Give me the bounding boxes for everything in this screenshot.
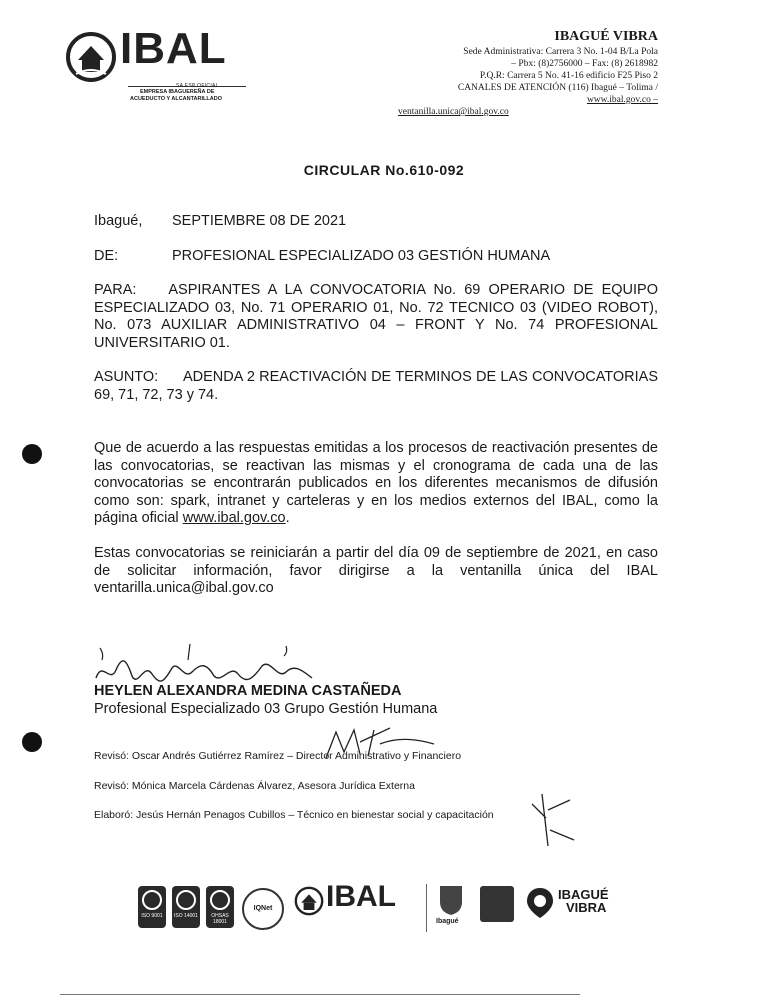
body-paragraph-1 xyxy=(94,440,658,528)
body1-text: Que de acuerdo a las respuestas emitidas a los procesos de reactivación presentes de las convocatorias, se reactivan las mismas y el cronograma de cada una de las convocatorias se encontrarán publicados en los diferentes mecanismos de difusión como son: spark, intranet y carteleras y en los medios externos del IBAL, como la página oficial xyxy=(94,440,658,527)
review-line-1: Revisó: Oscar Andrés Gutiérrez Ramírez – Director Administrativo y Financiero xyxy=(94,750,462,762)
header-brand: IBAGUÉ VIBRA xyxy=(554,29,658,44)
subject-block xyxy=(94,369,658,404)
to-value: ASPIRANTES A LA CONVOCATORIA No. 69 OPERARIO DE EQUIPO ESPECIALIZADO 03, No. 71 OPERARIO 01, No. 72 TECNICO 03 (VIDEO ROBOT), No. 073 AUXILIAR ADMINISTRATIVO 04 – FRONT Y No. 74 PROFESIONAL UNIVERSITARIO 01. xyxy=(94,282,658,351)
to-label: PARA: xyxy=(94,282,137,298)
signer-role: Profesional Especializado 03 Grupo Gestión Humana xyxy=(94,701,438,717)
review-line-3: Elaboró: Jesús Hernán Penagos Cubillos – Técnico en bienestar social y capacitación xyxy=(94,809,494,821)
city-shield-icon xyxy=(438,884,464,916)
certification-badge xyxy=(206,886,234,928)
footer xyxy=(130,880,650,940)
body-paragraph-2: Estas convocatorias se reiniciarán a partir del día 09 de septiembre de 2021, en caso de solicitar información, favor dirigirse a la ventanilla única del IBAL ventarilla.unica@ibal.gov.co xyxy=(94,545,658,597)
contact-email-link[interactable]: ventanilla.unica@ibal.gov.co xyxy=(398,107,509,117)
date-row xyxy=(94,213,142,230)
ibal-emblem-icon xyxy=(66,30,116,84)
logo-tagline-line2: ACUEDUCTO Y ALCANTARILLADO xyxy=(130,96,222,102)
certification-badge xyxy=(172,886,200,928)
ibal-logo xyxy=(66,24,246,102)
hole-punch-mark xyxy=(22,444,42,464)
city-program-badge xyxy=(480,886,514,922)
hole-punch-mark xyxy=(22,732,42,752)
city-label: Ibagué, xyxy=(94,213,143,229)
badge-label-3: OHSAS 18001 xyxy=(211,913,229,925)
header-contact xyxy=(358,28,658,106)
logo-tagline-top: SA ESP OFICIAL xyxy=(176,83,219,89)
footer-rule xyxy=(60,994,580,995)
from-label: DE: xyxy=(94,248,119,264)
location-pin-icon xyxy=(524,886,556,920)
date-value: SEPTIEMBRE 08 DE 2021 xyxy=(172,213,347,229)
subject-label: ASUNTO: xyxy=(94,369,159,385)
body1-end: . xyxy=(285,510,290,527)
ibague-vibra-logo xyxy=(558,888,609,914)
badge-label-1: ISO 9001 xyxy=(141,913,163,919)
contact-website-link[interactable]: www.ibal.gov.co – xyxy=(586,95,658,105)
city-seal-label: Ibagué xyxy=(436,918,459,925)
contact-line-4: CANALES DE ATENCIÓN (116) Ibagué – Tolima / xyxy=(457,83,658,93)
review-line-2: Revisó: Mónica Marcela Cárdenas Álvarez, Asesora Jurídica Externa xyxy=(94,780,415,792)
vibra-line-2: VIBRA xyxy=(566,900,607,915)
iqnet-seal: IQNet xyxy=(242,888,284,930)
badge-label-2: ISO 14001 xyxy=(174,913,198,919)
ibal-website-link[interactable]: www.ibal.gov.co xyxy=(182,510,286,527)
to-block xyxy=(94,282,658,352)
from-value: PROFESIONAL ESPECIALIZADO 03 GESTIÓN HUMANA xyxy=(172,248,551,264)
signer-name: HEYLEN ALEXANDRA MEDINA CASTAÑEDA xyxy=(94,683,402,699)
vibra-line-1: IBAGUÉ xyxy=(558,887,609,902)
certification-icon xyxy=(176,890,196,910)
contact-line-3: P.Q.R: Carrera 5 No. 41-16 edificio F25 Piso 2 xyxy=(479,71,658,81)
certification-icon xyxy=(142,890,162,910)
preparer-signature xyxy=(528,790,578,850)
subject-value: ADENDA 2 REACTIVACIÓN DE TERMINOS DE LAS CONVOCATORIAS 69, 71, 72, 73 y 74. xyxy=(94,369,659,403)
circular-title: CIRCULAR No.610-092 xyxy=(303,162,465,178)
footer-divider xyxy=(426,884,427,932)
contact-line-1: Sede Administrativa: Carrera 3 No. 1-04 B/La Pola xyxy=(463,47,658,57)
contact-line-2: – Pbx: (8)2756000 – Fax: (8) 2618982 xyxy=(511,59,658,69)
certification-icon xyxy=(210,890,230,910)
footer-logo-wordmark: IBAL xyxy=(326,880,396,913)
certification-badge xyxy=(138,886,166,928)
logo-wordmark: IBAL xyxy=(120,24,227,73)
ibal-emblem-icon xyxy=(294,884,324,918)
reviewer-signature xyxy=(320,722,440,762)
logo-tagline-line1: EMPRESA IBAGUEREÑA DE xyxy=(140,89,215,95)
